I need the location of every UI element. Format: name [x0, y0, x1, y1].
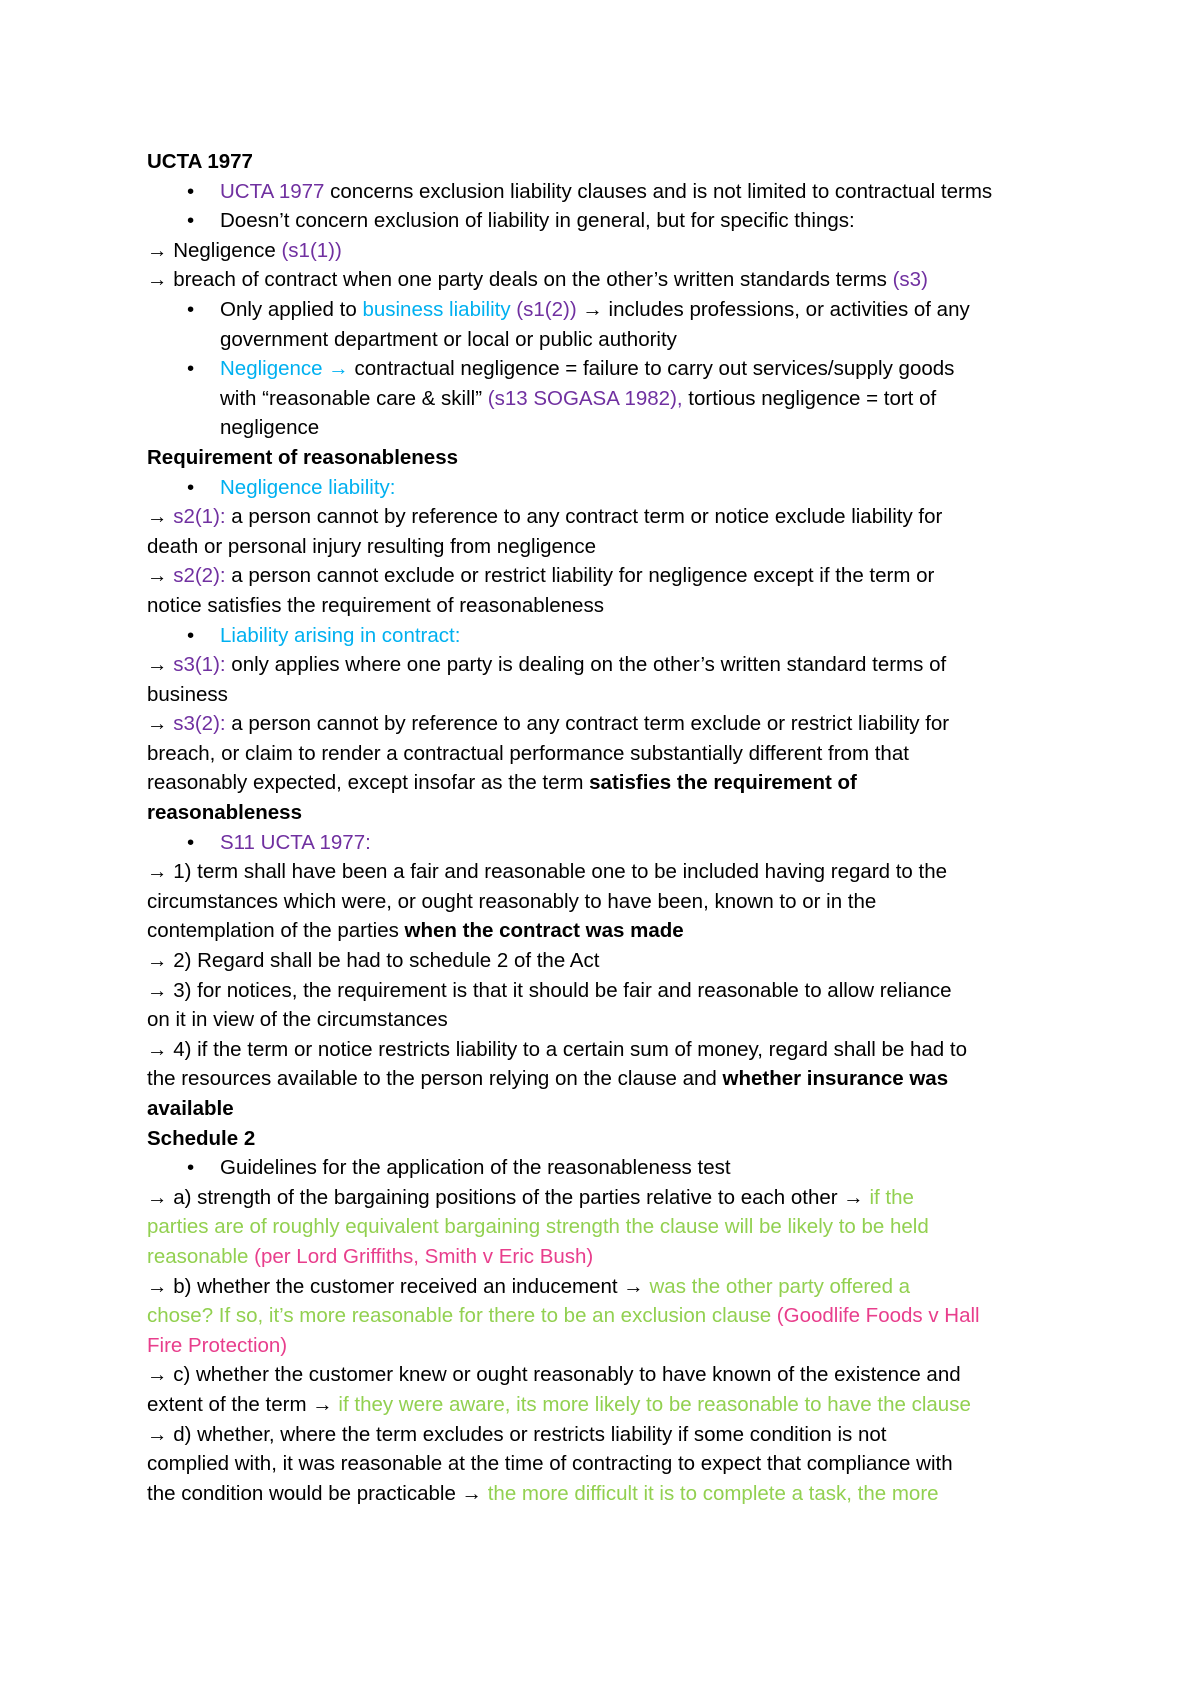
- text-segment: when the contract was made: [404, 919, 684, 943]
- text-segment: UCTA 1977: [220, 179, 325, 203]
- section-heading: [147, 1124, 1067, 1154]
- text-segment: concerns exclusion liability clauses and is not limited to contractual terms: [324, 179, 993, 203]
- text-segment: Guidelines for the application of the reasonableness test: [220, 1156, 731, 1180]
- text-segment: s3(1):: [173, 653, 226, 677]
- text-line: [147, 739, 1067, 769]
- bullet-icon: •: [187, 357, 195, 381]
- text-line: [147, 1183, 1067, 1213]
- text-segment: →: [147, 712, 174, 736]
- text-line: [147, 1094, 1067, 1124]
- text-segment: death or personal injury resulting from negligence: [147, 534, 596, 558]
- bullet-item: [147, 354, 1067, 384]
- text-segment: government department or local or public authority: [220, 327, 677, 351]
- text-segment: contemplation of the parties: [147, 919, 405, 943]
- text-segment: breach, or claim to render a contractual performance substantially different from that: [147, 741, 909, 765]
- text-segment: UCTA 1977: [147, 150, 253, 173]
- text-segment: Negligence →: [220, 357, 349, 381]
- text-line: [147, 532, 1067, 562]
- text-line: [147, 236, 1067, 266]
- text-segment: a person cannot by reference to any contract term or notice exclude liability for: [225, 505, 943, 529]
- text-line: [147, 887, 1067, 917]
- text-segment: reasonably expected, except insofar as the term: [147, 771, 590, 795]
- text-segment: → d) whether, where the term excludes or restricts liability if some condition is not: [147, 1422, 887, 1446]
- text-segment: satisfies the requirement of: [589, 771, 857, 795]
- text-line: [147, 916, 1067, 946]
- text-segment: S11 UCTA 1977:: [220, 830, 371, 854]
- bullet-icon: •: [187, 209, 195, 233]
- text-segment: reasonable: [147, 1244, 255, 1268]
- text-segment: the condition would be practicable →: [147, 1481, 488, 1505]
- bullet-item: [147, 206, 1067, 236]
- text-segment: (Goodlife Foods v Hall: [776, 1304, 980, 1328]
- text-segment: Doesn’t concern exclusion of liability in general, but for specific things:: [220, 209, 855, 233]
- text-segment: → 4) if the term or notice restricts liability to a certain sum of money, regard shall be had to: [147, 1037, 967, 1061]
- text-segment: →: [147, 653, 174, 677]
- text-line: [147, 1005, 1067, 1035]
- text-segment: (s1(2)): [516, 297, 577, 321]
- text-segment: → Negligence: [147, 238, 282, 262]
- text-line: [147, 325, 1067, 355]
- text-line: [147, 1360, 1067, 1390]
- text-segment: → 3) for notices, the requirement is that it should be fair and reasonable to allow reliance: [147, 978, 952, 1002]
- text-segment: Negligence liability:: [220, 475, 396, 499]
- text-segment: s2(2):: [173, 564, 226, 588]
- text-line: [147, 561, 1067, 591]
- text-line: [147, 680, 1067, 710]
- text-segment: notice satisfies the requirement of reasonableness: [147, 593, 604, 617]
- text-line: [147, 1212, 1067, 1242]
- bullet-icon: •: [187, 623, 195, 647]
- text-line: [147, 976, 1067, 1006]
- text-segment: chose? If so, it’s more reasonable for there to be an exclusion clause: [147, 1304, 777, 1328]
- text-line: [147, 413, 1067, 443]
- text-segment: → c) whether the customer knew or ought reasonably to have known of the existence and: [147, 1363, 961, 1387]
- bullet-icon: •: [187, 179, 195, 203]
- text-segment: available: [147, 1097, 234, 1120]
- text-line: [147, 650, 1067, 680]
- text-line: [147, 709, 1067, 739]
- text-line: [147, 1064, 1067, 1094]
- text-segment: Fire Protection): [147, 1333, 288, 1357]
- bullet-icon: •: [187, 1156, 195, 1180]
- text-segment: with “reasonable care & skill”: [220, 386, 488, 410]
- text-segment: the more difficult it is to complete a task, the more: [487, 1481, 939, 1505]
- bullet-icon: •: [187, 475, 195, 499]
- bullet-item: [147, 1153, 1067, 1183]
- text-segment: was the other party offered a: [649, 1274, 911, 1298]
- text-segment: whether insurance was: [722, 1067, 949, 1091]
- bullet-item: [147, 177, 1067, 207]
- text-segment: if they were aware, its more likely to be reasonable to have the clause: [338, 1392, 971, 1416]
- bullet-item: [147, 473, 1067, 503]
- text-segment: only applies where one party is dealing on the other’s written standard terms of: [225, 653, 947, 677]
- text-line: [147, 946, 1067, 976]
- text-line: [147, 768, 1067, 798]
- bullet-icon: •: [187, 830, 195, 854]
- bullet-item: [147, 621, 1067, 651]
- text-segment: business liability: [362, 297, 511, 321]
- text-line: [147, 798, 1067, 828]
- text-segment: → breach of contract when one party deals on the other’s written standards terms: [147, 268, 893, 292]
- text-segment: reasonableness: [147, 801, 302, 825]
- text-line: [147, 1420, 1067, 1450]
- text-segment: Requirement of reasonableness: [147, 445, 459, 469]
- text-line: [147, 1272, 1067, 1302]
- text-line: [147, 1035, 1067, 1065]
- text-line: [147, 1242, 1067, 1272]
- text-segment: → includes professions, or activities of any: [576, 297, 970, 321]
- text-segment: s2(1):: [173, 505, 226, 529]
- text-segment: if the: [869, 1185, 914, 1209]
- text-line: [147, 265, 1067, 295]
- text-segment: → 2) Regard shall be had to schedule 2 of the Act: [147, 949, 600, 973]
- text-segment: (s3): [892, 268, 928, 292]
- text-segment: a person cannot by reference to any contract term exclude or restrict liability for: [225, 712, 950, 736]
- document-body: [147, 147, 1067, 1508]
- text-segment: business: [147, 682, 228, 706]
- text-segment: → 1) term shall have been a fair and reasonable one to be included having regard to the: [147, 860, 948, 884]
- text-segment: s3(2):: [173, 712, 226, 736]
- text-segment: circumstances which were, or ought reasonably to have been, known to or in the: [147, 889, 877, 913]
- text-segment: → a) strength of the bargaining positions of the parties relative to each other →: [147, 1185, 870, 1209]
- section-heading: [147, 443, 1067, 473]
- text-segment: →: [147, 505, 174, 529]
- bullet-item: [147, 828, 1067, 858]
- text-segment: a person cannot exclude or restrict liability for negligence except if the term or: [225, 564, 935, 588]
- text-line: [147, 1331, 1067, 1361]
- text-line: [147, 1390, 1067, 1420]
- text-line: [147, 857, 1067, 887]
- section-heading: [147, 147, 1067, 177]
- text-segment: tortious negligence = tort of: [682, 386, 937, 410]
- text-line: [147, 1479, 1067, 1509]
- bullet-icon: •: [187, 297, 195, 321]
- text-segment: contractual negligence = failure to carry out services/supply goods: [348, 357, 955, 381]
- text-segment: Schedule 2: [147, 1126, 256, 1150]
- text-line: [147, 384, 1067, 414]
- bullet-item: [147, 295, 1067, 325]
- text-segment: (s1(1)): [281, 238, 342, 262]
- text-line: [147, 502, 1067, 532]
- text-segment: (per Lord Griffiths, Smith v Eric Bush): [254, 1244, 594, 1268]
- text-segment: Only applied to: [220, 297, 363, 321]
- text-line: [147, 1301, 1067, 1331]
- text-segment: negligence: [220, 416, 320, 440]
- text-segment: → b) whether the customer received an inducement →: [147, 1274, 650, 1298]
- text-segment: extent of the term →: [147, 1392, 339, 1416]
- text-line: [147, 591, 1067, 621]
- text-segment: (s13 SOGASA 1982),: [487, 386, 683, 410]
- text-segment: parties are of roughly equivalent bargaining strength the clause will be likely to be held: [147, 1215, 929, 1239]
- text-segment: on it in view of the circumstances: [147, 1008, 448, 1032]
- text-line: [147, 1449, 1067, 1479]
- text-segment: Liability arising in contract:: [220, 623, 461, 647]
- text-segment: →: [147, 564, 174, 588]
- text-segment: the resources available to the person relying on the clause and: [147, 1067, 723, 1091]
- text-segment: complied with, it was reasonable at the time of contracting to expect that compliance with: [147, 1452, 953, 1476]
